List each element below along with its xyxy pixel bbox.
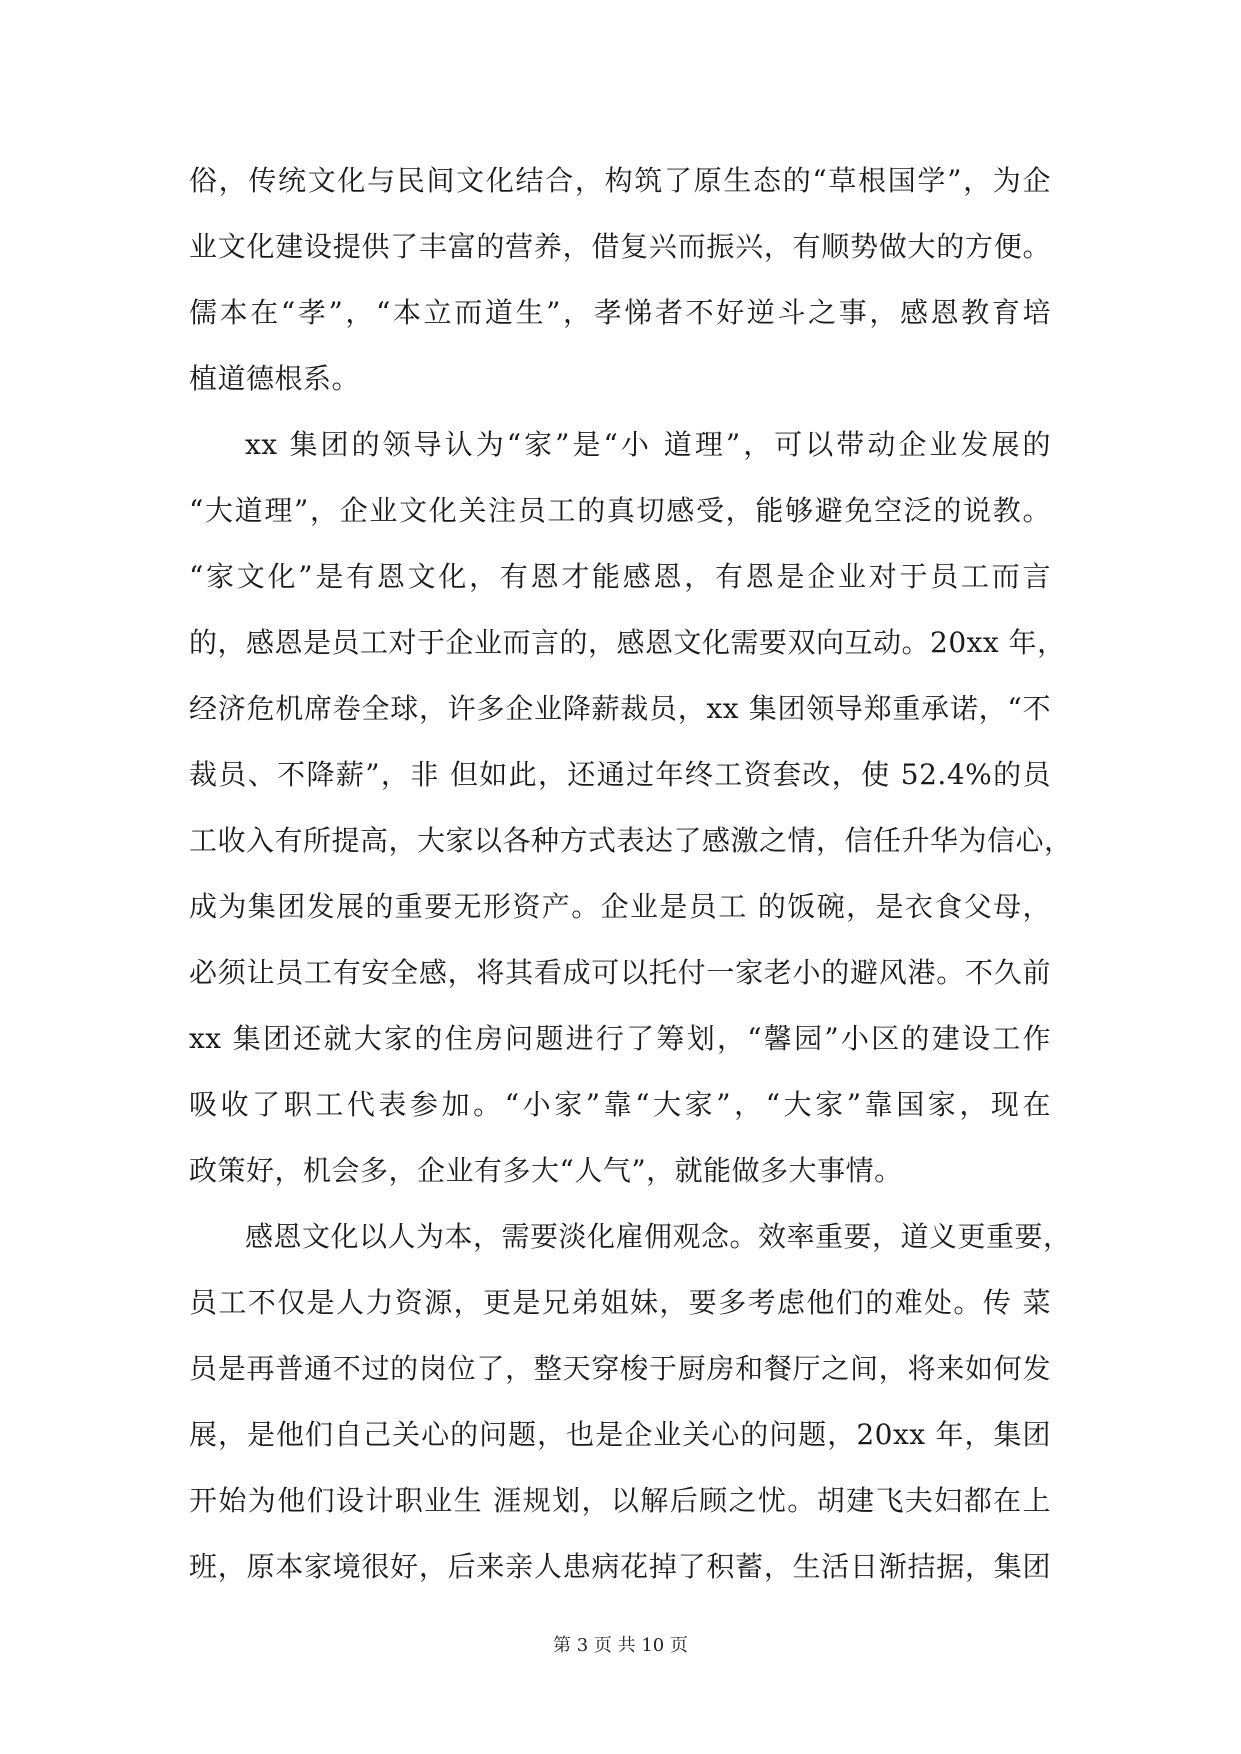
text-line: 开始为他们设计职业生 涯规划，以解后顾之忧。胡建飞夫妇都在上: [189, 1484, 1051, 1517]
text-line: 感恩文化以人为本，需要淡化雇佣观念。效率重要，道义更重要，: [245, 1220, 1072, 1253]
text-line: xx 集团还就大家的住房问题进行了筹划，“馨园”小区的建设工作: [189, 1022, 1051, 1055]
text-line: 裁员、不降薪”，非 但如此，还通过年终工资套改，使 52.4%的员: [189, 758, 1051, 791]
text-line: 班，原本家境很好，后来亲人患病花掉了积蓄，生活日渐拮据，集团: [189, 1550, 1051, 1583]
text-line: “大道理”，企业文化关注员工的真切感受，能够避免空泛的说教。: [189, 494, 1051, 527]
text-line: 员是再普通不过的岗位了，整天穿梭于厨房和餐厅之间，将来如何发: [189, 1352, 1051, 1385]
text-line: 经济危机席卷全球，许多企业降薪裁员，xx 集团领导郑重承诺，“不: [189, 692, 1051, 725]
text-line: 俗，传统文化与民间文化结合，构筑了原生态的“草根国学”，为企: [189, 164, 1051, 197]
body-text: [189, 148, 1073, 1600]
page-number-footer: 第 3 页 共 10 页: [553, 1635, 688, 1656]
text-line: 的，感恩是员工对于企业而言的，感恩文化需要双向互动。20xx 年，: [189, 626, 1066, 659]
text-line: 吸收了职工代表参加。“小家”靠“大家”，“大家”靠国家，现在: [189, 1088, 1051, 1121]
text-line: 必须让员工有安全感，将其看成可以托付一家老小的避风港。不久前: [189, 956, 1051, 989]
text-line: 儒本在“孝”，“本立而道生”，孝悌者不好逆斗之事，感恩教育培: [189, 296, 1051, 329]
text-line: “家文化”是有恩文化，有恩才能感恩，有恩是企业对于员工而言: [189, 560, 1051, 593]
text-line: 展，是他们自己关心的问题，也是企业关心的问题，20xx 年，集团: [189, 1418, 1051, 1451]
text-line: 植道德根系。: [189, 362, 361, 395]
text-line: 业文化建设提供了丰富的营养，借复兴而振兴，有顺势做大的方便。: [189, 230, 1051, 263]
text-line: xx 集团的领导认为“家”是“小 道理”，可以带动企业发展的: [245, 428, 1051, 461]
text-line: 成为集团发展的重要无形资产。企业是员工 的饭碗，是衣食父母，: [189, 890, 1051, 923]
text-line: 工收入有所提高，大家以各种方式表达了感激之情，信任升华为信心，: [189, 824, 1073, 857]
text-line: 员工不仅是人力资源，更是兄弟姐妹，要多考虑他们的难处。传 菜: [189, 1286, 1051, 1319]
text-line: 政策好，机会多，企业有多大“人气”，就能做多大事情。: [189, 1154, 903, 1187]
